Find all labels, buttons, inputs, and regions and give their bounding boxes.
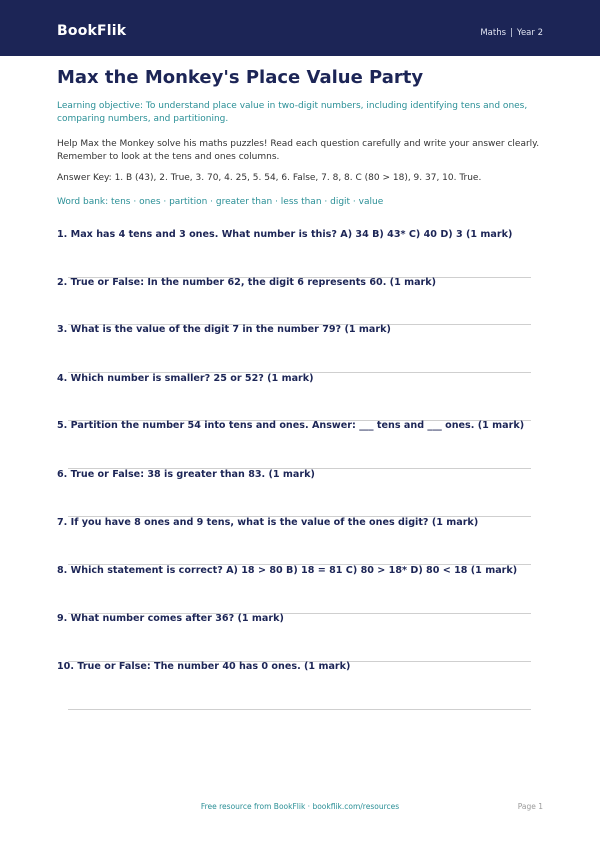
brand-logo[interactable]: BookFlik [57,23,127,39]
question-9: 9. What number comes after 36? (1 mark) [57,613,284,624]
learning-objective: Learning objective: To understand place value in two-digit numbers, including identifying tens and ones, comparing numbers, and partitioning. [57,101,528,124]
question-2: 2. True or False: In the number 62, the digit 6 represents 60. (1 mark) [57,277,437,288]
question-4: 4. Which number is smaller? 25 or 52? (1 mark) [57,373,314,384]
question-10: 10. True or False: The number 40 has 0 ones. (1 mark) [57,661,351,672]
question-7: 7. If you have 8 ones and 9 tens, what is the value of the ones digit? (1 mark) [57,517,479,528]
question-3: 3. What is the value of the digit 7 in the number 79? (1 mark) [57,324,391,335]
answer-key: Answer Key: 1. B (43), 2. True, 3. 70, 4. 25, 5. 54, 6. False, 7. 8, 8. C (80 > 18), 9. 37, 10. True. [57,173,482,183]
subject-label: Maths [480,28,507,38]
word-bank: Word bank: tens · ones · partition · greater than · less than · digit · value [57,197,384,207]
page-number: Page 1 [517,802,543,811]
question-5: 5. Partition the number 54 into tens and ones. Answer: ___ tens and ___ ones. (1 mark) [57,420,525,431]
question-8: 8. Which statement is correct? A) 18 > 80 B) 18 = 81 C) 80 > 18* D) 80 < 18 (1 mark) [57,565,518,576]
question-6: 6. True or False: 38 is greater than 83. (1 mark) [57,469,315,480]
year-label: Year 2 [516,28,543,38]
meta-separator: | [510,28,513,38]
question-1: 1. Max has 4 tens and 3 ones. What number is this? A) 34 B) 43* C) 40 D) 3 (1 mark) [57,229,513,240]
header-meta [480,28,543,38]
page-title: Max the Monkey's Place Value Party [57,67,424,88]
intro-text: Help Max the Monkey solve his maths puzzles! Read each question carefully and write your answer clearly. Remember to look at the tens and ones columns. [57,139,540,162]
page-header [0,0,600,56]
footer-resource-link[interactable]: Free resource from BookFlik · bookflik.com/resources [200,802,400,811]
answer-line-10[interactable] [68,709,531,710]
